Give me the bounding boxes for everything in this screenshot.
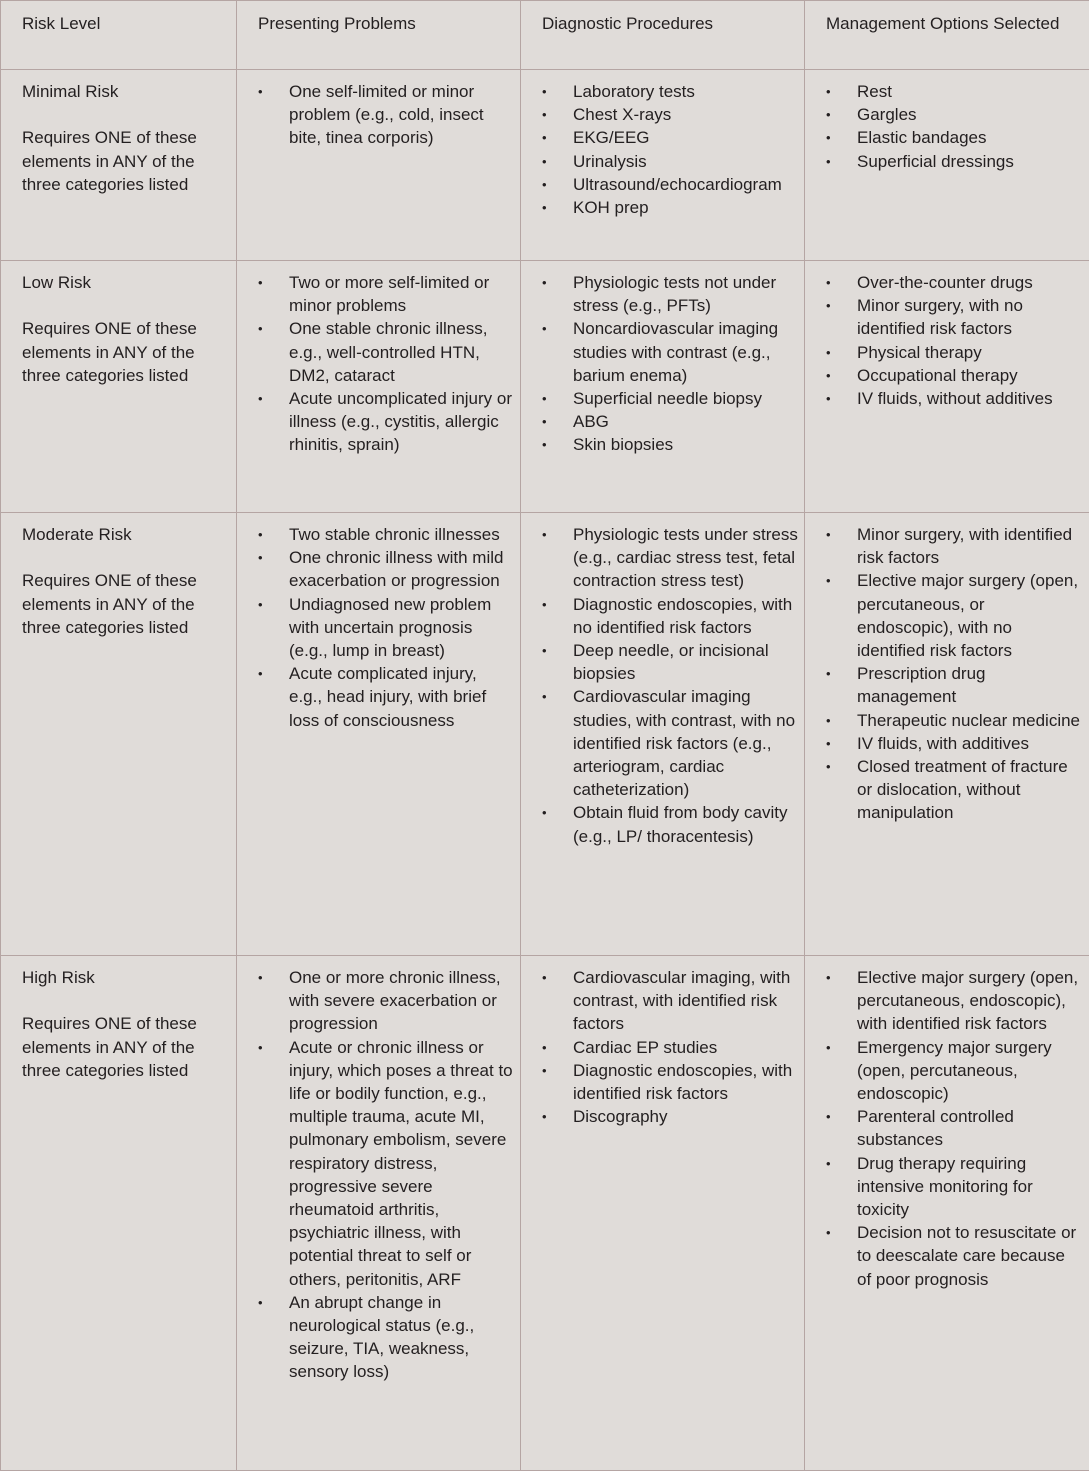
presenting-problems-cell [237,956,521,1471]
risk-level-requirement: Requires ONE of these elements in ANY of the three categories listed [22,569,228,639]
list-item: • One chronic illness with mild exacerbation or progression [258,546,514,592]
table-row [1,261,1089,513]
table-row [1,70,1089,261]
risk-level-name: Minimal Risk [22,80,228,103]
risk-level-name: Moderate Risk [22,523,228,546]
risk-level-cell [1,261,237,513]
management-options-cell [805,513,1089,956]
list-item: • ABG [542,410,798,433]
diagnostic-procedures-cell [521,70,805,261]
list-item: • Occupational therapy [826,364,1083,387]
list-item: • One self-limited or minor problem (e.g., cold, insect bite, tinea corporis) [258,80,514,150]
list-item: • Minor surgery, with no identified risk factors [826,294,1083,340]
list-item: • One stable chronic illness, e.g., well-controlled HTN, DM2, cataract [258,317,514,387]
risk-level-requirement: Requires ONE of these elements in ANY of the three categories listed [22,1012,228,1082]
list-item: • Physical therapy [826,341,1083,364]
list-item: • Cardiovascular imaging, with contrast, with identified risk factors [542,966,798,1036]
table-body [1,70,1089,1471]
management-options-list [826,271,1083,410]
table-row [1,956,1089,1471]
list-item: • Physiologic tests under stress (e.g., cardiac stress test, fetal contraction stress test) [542,523,798,593]
presenting-problems-list [258,271,514,457]
diagnostic-procedures-list [542,271,798,457]
risk-level-name: High Risk [22,966,228,989]
risk-level-cell [1,513,237,956]
list-item: • Cardiovascular imaging studies, with contrast, with no identified risk factors (e.g., arteriogram, cardiac catheterization) [542,685,798,801]
presenting-problems-list [258,523,514,732]
management-options-cell [805,70,1089,261]
list-item: • Deep needle, or incisional biopsies [542,639,798,685]
list-item: • Undiagnosed new problem with uncertain prognosis (e.g., lump in breast) [258,593,514,663]
list-item: • KOH prep [542,196,798,219]
risk-level-cell [1,956,237,1471]
header-diagnostic-procedures: Diagnostic Procedures [521,1,805,70]
list-item: • An abrupt change in neurological status (e.g., seizure, TIA, weakness, sensory loss) [258,1291,514,1384]
list-item: • Parenteral controlled substances [826,1105,1083,1151]
list-item: • Decision not to resuscitate or to deescalate care because of poor prognosis [826,1221,1083,1291]
header-presenting-problems: Presenting Problems [237,1,521,70]
presenting-problems-list [258,966,514,1384]
list-item: • Minor surgery, with identified risk factors [826,523,1083,569]
management-options-cell [805,956,1089,1471]
header-row [1,1,1089,70]
diagnostic-procedures-cell [521,261,805,513]
list-item: • Elective major surgery (open, percutaneous, endoscopic), with identified risk factors [826,966,1083,1036]
list-item: • Closed treatment of fracture or dislocation, without manipulation [826,755,1083,825]
list-item: • IV fluids, without additives [826,387,1083,410]
diagnostic-procedures-cell [521,956,805,1471]
list-item: • Drug therapy requiring intensive monitoring for toxicity [826,1152,1083,1222]
risk-level-requirement: Requires ONE of these elements in ANY of the three categories listed [22,126,228,196]
list-item: • Elastic bandages [826,126,1083,149]
list-item: • Noncardiovascular imaging studies with contrast (e.g., barium enema) [542,317,798,387]
list-item: • One or more chronic illness, with severe exacerbation or progression [258,966,514,1036]
diagnostic-procedures-list [542,523,798,848]
header-risk-level: Risk Level [1,1,237,70]
management-options-list [826,523,1083,825]
list-item: • Prescription drug management [826,662,1083,708]
list-item: • Acute uncomplicated injury or illness (e.g., cystitis, allergic rhinitis, sprain) [258,387,514,457]
diagnostic-procedures-cell [521,513,805,956]
presenting-problems-cell [237,70,521,261]
list-item: • Diagnostic endoscopies, with no identified risk factors [542,593,798,639]
presenting-problems-cell [237,261,521,513]
list-item: • Urinalysis [542,150,798,173]
management-options-cell [805,261,1089,513]
list-item: • Superficial needle biopsy [542,387,798,410]
header-management-options: Management Options Selected [805,1,1089,70]
table-row [1,513,1089,956]
list-item: • Emergency major surgery (open, percutaneous, endoscopic) [826,1036,1083,1106]
list-item: • Diagnostic endoscopies, with identified risk factors [542,1059,798,1105]
list-item: • Two stable chronic illnesses [258,523,514,546]
list-item: • Gargles [826,103,1083,126]
list-item: • Discography [542,1105,798,1128]
management-options-list [826,80,1083,173]
list-item: • Acute or chronic illness or injury, which poses a threat to life or bodily function, e.g., multiple trauma, acute MI, pulmonary embolism, severe respiratory distress, progressive severe rheumatoid arthritis, psychiatric illness, with potential threat to self or others, peritonitis, ARF [258,1036,514,1291]
management-options-list [826,966,1083,1291]
list-item: • Laboratory tests [542,80,798,103]
list-item: • Cardiac EP studies [542,1036,798,1059]
list-item: • Chest X-rays [542,103,798,126]
list-item: • Skin biopsies [542,433,798,456]
list-item: • IV fluids, with additives [826,732,1083,755]
list-item: • Rest [826,80,1083,103]
risk-level-requirement: Requires ONE of these elements in ANY of the three categories listed [22,317,228,387]
list-item: • Two or more self-limited or minor problems [258,271,514,317]
list-item: • Therapeutic nuclear medicine [826,709,1083,732]
presenting-problems-list [258,80,514,150]
risk-level-name: Low Risk [22,271,228,294]
risk-level-cell [1,70,237,261]
presenting-problems-cell [237,513,521,956]
list-item: • Acute complicated injury, e.g., head injury, with brief loss of consciousness [258,662,514,732]
list-item: • Obtain fluid from body cavity (e.g., LP/ thoracentesis) [542,801,798,847]
list-item: • Elective major surgery (open, percutaneous, or endoscopic), with no identified risk factors [826,569,1083,662]
list-item: • EKG/EEG [542,126,798,149]
diagnostic-procedures-list [542,966,798,1128]
list-item: • Superficial dressings [826,150,1083,173]
list-item: • Physiologic tests not under stress (e.g., PFTs) [542,271,798,317]
list-item: • Over-the-counter drugs [826,271,1083,294]
list-item: • Ultrasound/echocardiogram [542,173,798,196]
diagnostic-procedures-list [542,80,798,219]
